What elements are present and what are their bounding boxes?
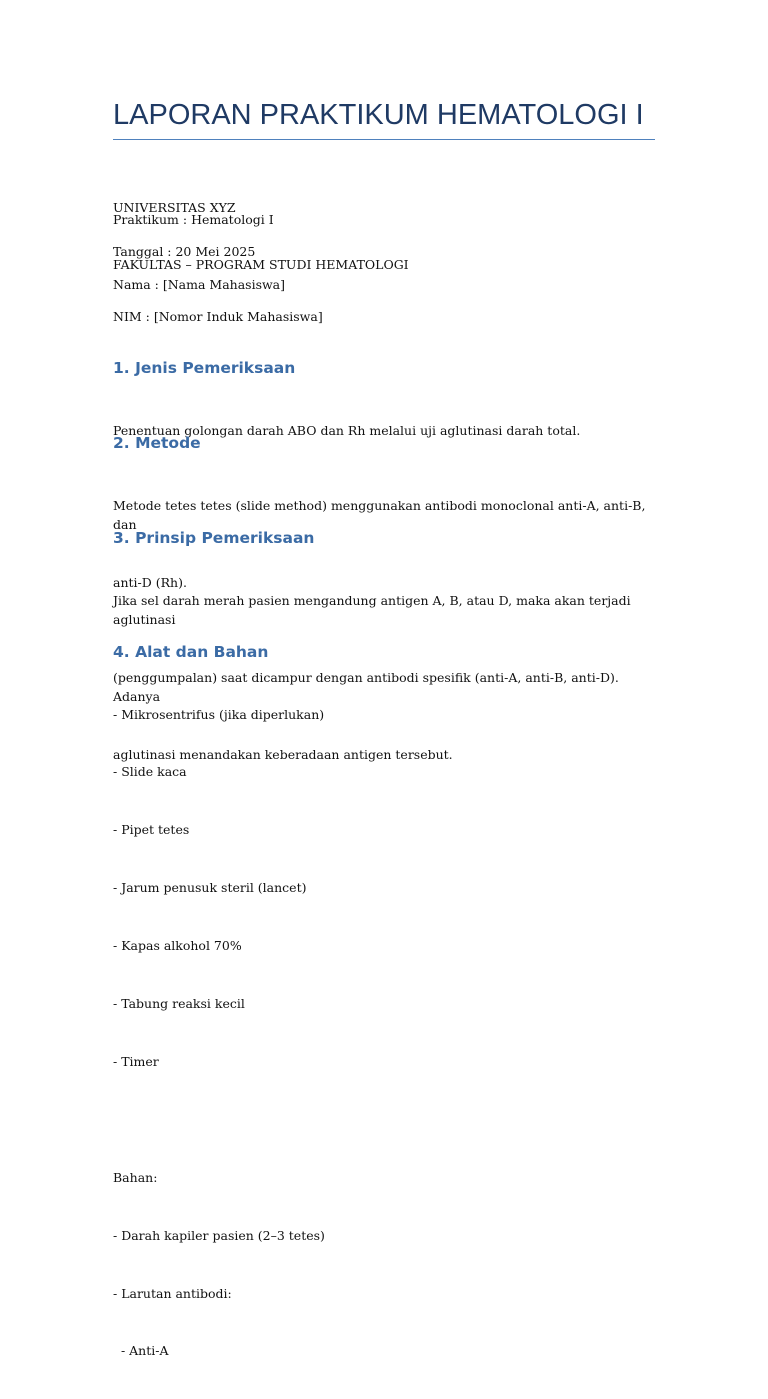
paragraph-line: Jika sel darah merah pasien mengandung antigen A, B, atau D, maka akan terjadi aglutinasi bbox=[113, 592, 635, 627]
section-heading-alat-dan-bahan: 4. Alat dan Bahan bbox=[113, 643, 269, 661]
info-nim: NIM : [Nomor Induk Mahasiswa] bbox=[113, 309, 323, 324]
section-heading-jenis-pemeriksaan: 1. Jenis Pemeriksaan bbox=[113, 359, 296, 377]
info-tanggal: Tanggal : 20 Mei 2025 bbox=[113, 244, 256, 259]
list-item: - Timer bbox=[113, 1053, 159, 1069]
list-item: - Slide kaca bbox=[113, 764, 187, 780]
section-heading-prinsip-pemeriksaan: 3. Prinsip Pemeriksaan bbox=[113, 529, 315, 547]
info-praktikum: Praktikum : Hematologi I bbox=[113, 212, 274, 227]
section-body-alat-dan-bahan bbox=[113, 666, 655, 1399]
faculty-name: FAKULTAS – PROGRAM STUDI HEMATOLOGI bbox=[113, 257, 409, 273]
paragraph-line: (penggumpalan) saat dicampur dengan antibodi spesifik (anti-A, anti-B, anti-D). Adanya bbox=[113, 669, 623, 705]
list-item: - Larutan antibodi: bbox=[113, 1285, 232, 1301]
university-name: UNIVERSITAS XYZ bbox=[113, 199, 236, 215]
list-item: - Darah kapiler pasien (2–3 tetes) bbox=[113, 1227, 325, 1243]
list-subitem: - Anti-A bbox=[113, 1343, 169, 1359]
section-heading-metode: 2. Metode bbox=[113, 434, 201, 452]
info-nama: Nama : [Nama Mahasiswa] bbox=[113, 277, 286, 292]
paragraph-line: Penentuan golongan darah ABO dan Rh melalui uji aglutinasi darah total. bbox=[113, 422, 581, 438]
title-underline bbox=[113, 139, 655, 140]
list-item: - Pipet tetes bbox=[113, 822, 190, 838]
paragraph-line: Metode tetes tetes (slide method) menggunakan antibodi monoclonal anti-A, anti-B, dan bbox=[113, 497, 650, 532]
list-item: - Kapas alkohol 70% bbox=[113, 938, 242, 954]
bahan-label: Bahan: bbox=[113, 1169, 158, 1185]
list-item: - Jarum penusuk steril (lancet) bbox=[113, 880, 307, 896]
document-title: LAPORAN PRAKTIKUM HEMATOLOGI I bbox=[113, 99, 644, 131]
list-item: - Mikrosentrifus (jika diperlukan) bbox=[113, 706, 325, 722]
paragraph-line: aglutinasi menandakan keberadaan antigen tersebut. bbox=[113, 746, 453, 762]
list-item: - Tabung reaksi kecil bbox=[113, 996, 245, 1012]
paragraph-line: anti-D (Rh). bbox=[113, 574, 187, 590]
blank-line bbox=[113, 1110, 655, 1129]
